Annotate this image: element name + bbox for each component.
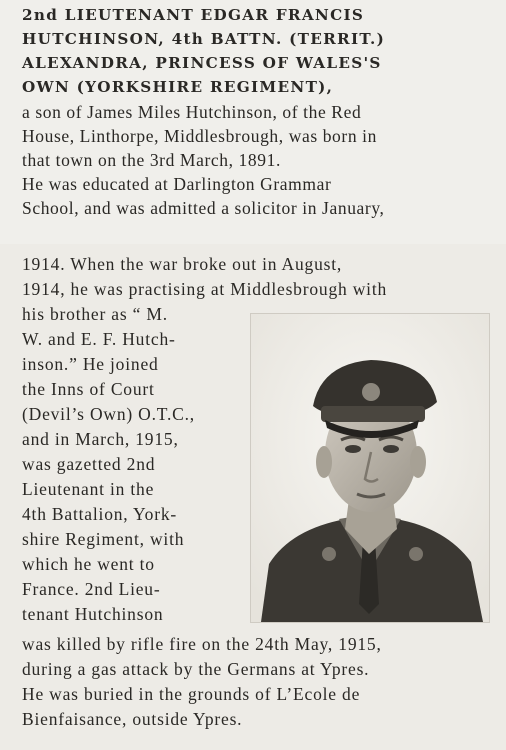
top-page-section xyxy=(0,0,506,244)
side-column-line: Lieutenant in the xyxy=(22,479,155,499)
closing-line: He was buried in the grounds of L’Ecole de xyxy=(22,684,361,704)
side-column-line: and in March, 1915, xyxy=(22,429,179,449)
continuation-line: 1914. When the war broke out in August, xyxy=(22,254,343,274)
heading-line: OWN (YORKSHIRE REGIMENT), xyxy=(22,78,334,96)
side-column-line: was gazetted 2nd xyxy=(22,454,156,474)
intro-line: House, Linthorpe, Middlesbrough, was born in xyxy=(22,126,377,146)
side-column-line: his brother as “ M. xyxy=(22,304,168,324)
intro-line: School, and was admitted a solicitor in January, xyxy=(22,198,385,218)
closing-line: during a gas attack by the Germans at Ypres. xyxy=(22,659,370,679)
heading-line: ALEXANDRA, PRINCESS OF WALES'S xyxy=(22,54,382,72)
side-column-line: W. and E. F. Hutch- xyxy=(22,329,176,349)
heading-line: HUTCHINSON, 4th BATTN. (TERRIT.) xyxy=(22,30,386,48)
intro-line: a son of James Miles Hutchinson, of the Red xyxy=(22,102,362,122)
side-column-line: which he went to xyxy=(22,554,155,574)
intro-line: that town on the 3rd March, 1891. xyxy=(22,150,281,170)
side-column-line: (Devil’s Own) O.T.C., xyxy=(22,404,195,424)
closing-line: was killed by rifle fire on the 24th May, 1915, xyxy=(22,634,382,654)
soldier-portrait-image xyxy=(251,314,489,622)
heading-line: 2nd LIEUTENANT EDGAR FRANCIS xyxy=(22,6,365,24)
continuation-line: 1914, he was practising at Middlesbrough with xyxy=(22,279,388,299)
portrait-photo xyxy=(250,313,490,623)
side-column-line: the Inns of Court xyxy=(22,379,155,399)
side-column-line: France. 2nd Lieu- xyxy=(22,579,161,599)
side-column-line: tenant Hutchinson xyxy=(22,604,164,624)
side-column-line: inson.” He joined xyxy=(22,354,159,374)
closing-line: Bienfaisance, outside Ypres. xyxy=(22,709,243,729)
intro-line: He was educated at Darlington Grammar xyxy=(22,174,332,194)
side-column-line: shire Regiment, with xyxy=(22,529,185,549)
side-column-line: 4th Battalion, York- xyxy=(22,504,178,524)
